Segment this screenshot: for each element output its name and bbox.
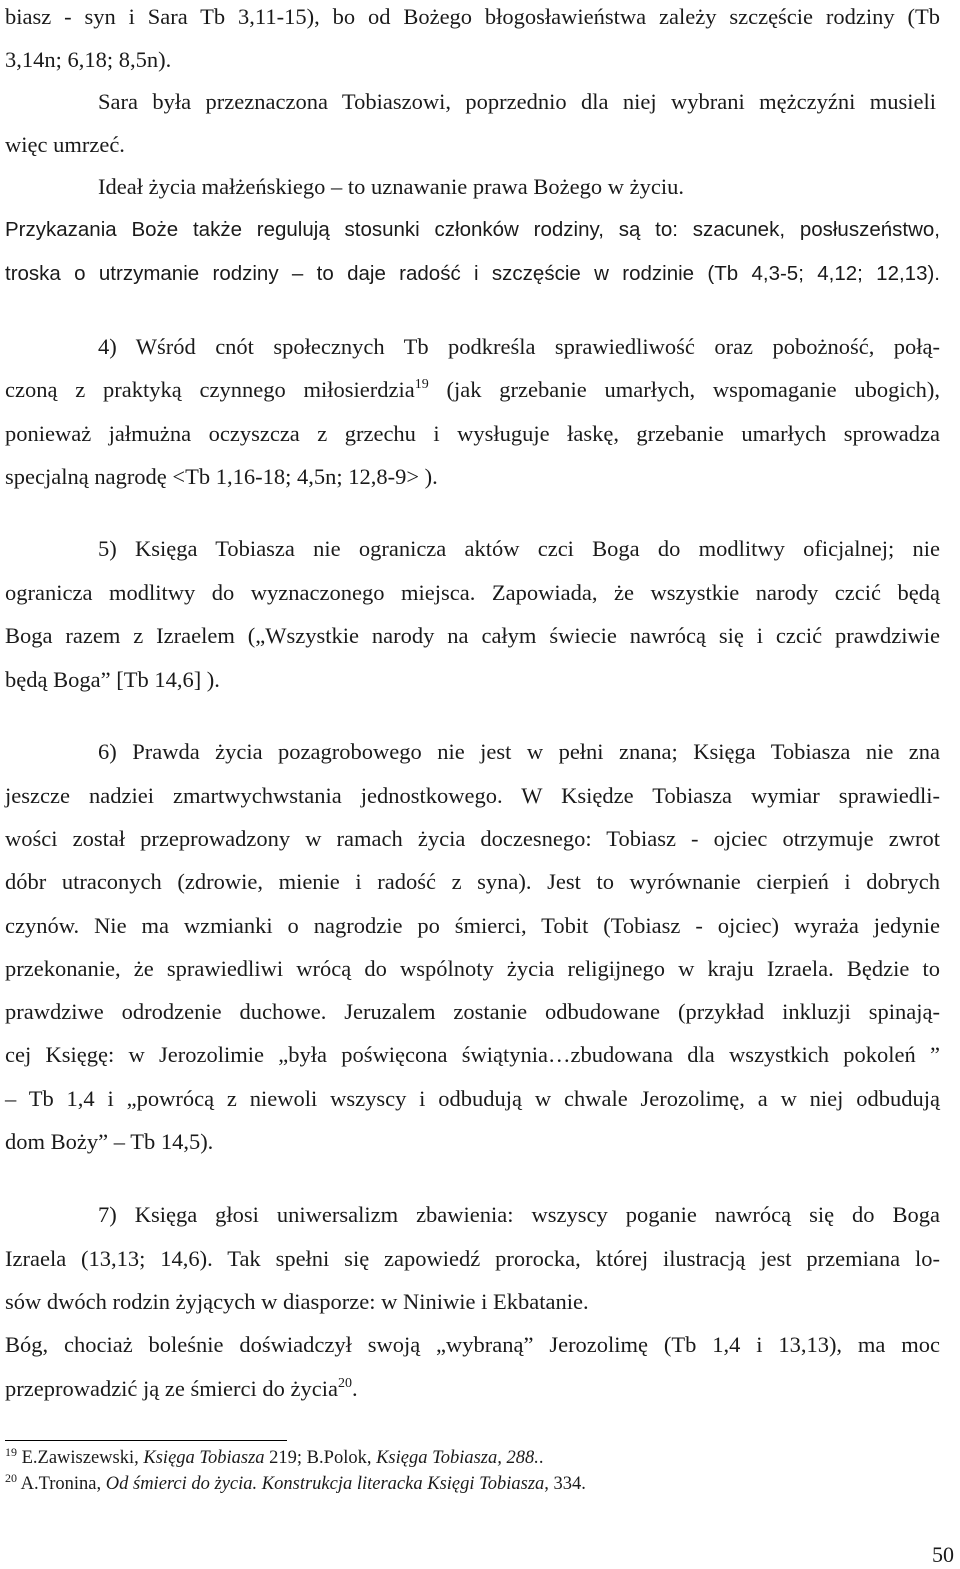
text-line: Ideał życia małżeńskiego – to uznawanie prawa Bożego w życiu. bbox=[98, 174, 684, 199]
paragraph-7-line: sów dwóch rodzin żyjących w diasporze: w Niniwie i Ekbatanie. bbox=[5, 1289, 589, 1314]
text-span: . bbox=[351, 1376, 358, 1401]
footnote-divider bbox=[5, 1440, 287, 1441]
paragraph-6-line: wości został przeprowadzony w ramach życia doczesnego: Tobiasz - ojciec otrzymuje zwrot bbox=[5, 826, 940, 851]
page-number: 50 bbox=[932, 1542, 954, 1567]
text-line bbox=[98, 87, 936, 117]
paragraph-7-line: 7) Księga głosi uniwersalizm zbawienia: wszyscy poganie nawrócą się do Boga bbox=[98, 1202, 940, 1227]
text-line: biasz - syn i Sara Tb 3,11-15), bo od Bożego błogosławieństwa zależy szczęście rodziny (Tb bbox=[5, 4, 940, 29]
paragraph-5-line: ogranicza modlitwy do wyznaczonego miejsca. Zapowiada, że wszystkie narody czcić będą bbox=[5, 580, 940, 605]
footnote-title: Od śmierci do życia. Konstrukcja literacka Księgi Tobiasza bbox=[105, 1474, 545, 1494]
paragraph-4-line: ponieważ jałmużna oczyszcza z grzechu i wysługuje łaskę, grzebanie umarłych sprowadza bbox=[5, 421, 940, 446]
paragraph-7-line: Izraela (13,13; 14,6). Tak spełni się zapowiedź prorocka, której ilustracją jest przemiana lo- bbox=[5, 1246, 940, 1271]
footnote-text: 219; B.Polok, bbox=[264, 1448, 377, 1468]
text-span: przeprowadzić ją ze śmierci do życia bbox=[5, 1376, 338, 1401]
paragraph-4-line: specjalną nagrodę <Tb 1,16-18; 4,5n; 12,8-9> ). bbox=[5, 464, 438, 489]
paragraph-5-line: 5) Księga Tobiasza nie ogranicza aktów czci Boga do modlitwy oficjalnej; nie bbox=[98, 536, 940, 561]
paragraph-6-line: czynów. Nie ma wzmianki o nagrodzie po śmierci, Tobit (Tobiasz - ojciec) wyraża jedynie bbox=[5, 913, 940, 938]
footnote-number: 20 bbox=[5, 1471, 17, 1485]
text-line: Przykazania Boże także regulują stosunki członków rodziny, są to: szacunek, posłuszeństwo, bbox=[5, 218, 940, 241]
footnote-19 bbox=[5, 1446, 940, 1470]
paragraph-6-line: – Tb 1,4 i „powrócą z niewoli wszyscy i odbudują w chwale Jerozolimę, a w niej odbudują bbox=[5, 1086, 940, 1111]
text-span: czoną z praktyką czynnego miłosierdzia bbox=[5, 377, 415, 402]
text-line: troska o utrzymanie rodziny – to daje radość i szczęście w rodzinie (Tb 4,3-5; 4,12; 12,13). bbox=[5, 262, 940, 285]
paragraph-7-line: Bóg, chociaż boleśnie doświadczył swoją „wybraną” Jerozolimę (Tb 1,4 i 13,13), ma moc bbox=[5, 1332, 940, 1357]
footnote-title: Księga Tobiasza bbox=[143, 1448, 265, 1468]
footnote-text: A.Tronina, bbox=[17, 1474, 106, 1494]
footnote-ref-20[interactable]: 20 bbox=[337, 1376, 352, 1391]
footnote-ref-19[interactable]: 19 bbox=[414, 377, 429, 392]
paragraph-6-line: prawdziwe odrodzenie duchowe. Jeruzalem zostanie odbudowane (przykład inkluzji spinają- bbox=[5, 999, 940, 1024]
paragraph-4-line bbox=[5, 375, 940, 405]
text-span: (jak grzebanie umarłych, wspomaganie ubogich), bbox=[428, 377, 940, 402]
paragraph-4-line: 4) Wśród cnót społecznych Tb podkreśla sprawiedliwość oraz pobożność, połą- bbox=[98, 334, 940, 359]
footnote-number: 19 bbox=[5, 1445, 17, 1459]
footnote-text: E.Zawiszewski, bbox=[17, 1448, 144, 1468]
paragraph-6-line: 6) Prawda życia pozagrobowego nie jest w pełni znana; Księga Tobiasza nie zna bbox=[98, 739, 940, 764]
paragraph-6-line: dóbr utraconych (zdrowie, mienie i radość z syna). Jest to wyrównanie cierpień i dobrych bbox=[5, 869, 940, 894]
footnote-title: Księga Tobiasza, 288. bbox=[376, 1448, 539, 1468]
footnote-20 bbox=[5, 1472, 940, 1496]
paragraph-6-line: cej Księgę: w Jerozolimie „była poświęcona świątynia…zbudowana dla wszystkich pokoleń ” bbox=[5, 1042, 940, 1067]
paragraph-6-line: przekonanie, że sprawiedliwi wrócą do wspólnoty życia religijnego w kraju Izraela. Będzie to bbox=[5, 956, 940, 981]
paragraph-6-line: jeszcze nadziei zmartwychwstania jednostkowego. W Księdze Tobiasza wymiar sprawiedli- bbox=[5, 783, 940, 808]
paragraph-5-line: Boga razem z Izraelem („Wszystkie narody na całym świecie nawrócą się i czcić prawdziwie bbox=[5, 623, 940, 648]
footnote-text: . bbox=[538, 1448, 544, 1468]
footnote-text: , 334. bbox=[544, 1474, 586, 1494]
paragraph-5-line: będą Boga” [Tb 14,6] ). bbox=[5, 667, 220, 692]
paragraph-6-line: dom Boży” – Tb 14,5). bbox=[5, 1129, 214, 1154]
text-line: więc umrzeć. bbox=[5, 132, 125, 157]
paragraph-7-line bbox=[5, 1374, 940, 1404]
text-line: 3,14n; 6,18; 8,5n). bbox=[5, 47, 172, 72]
text-line-content: Sara była przeznaczona Tobiaszowi, poprzednio dla niej wybrani mężczyźni musieli bbox=[98, 89, 936, 114]
